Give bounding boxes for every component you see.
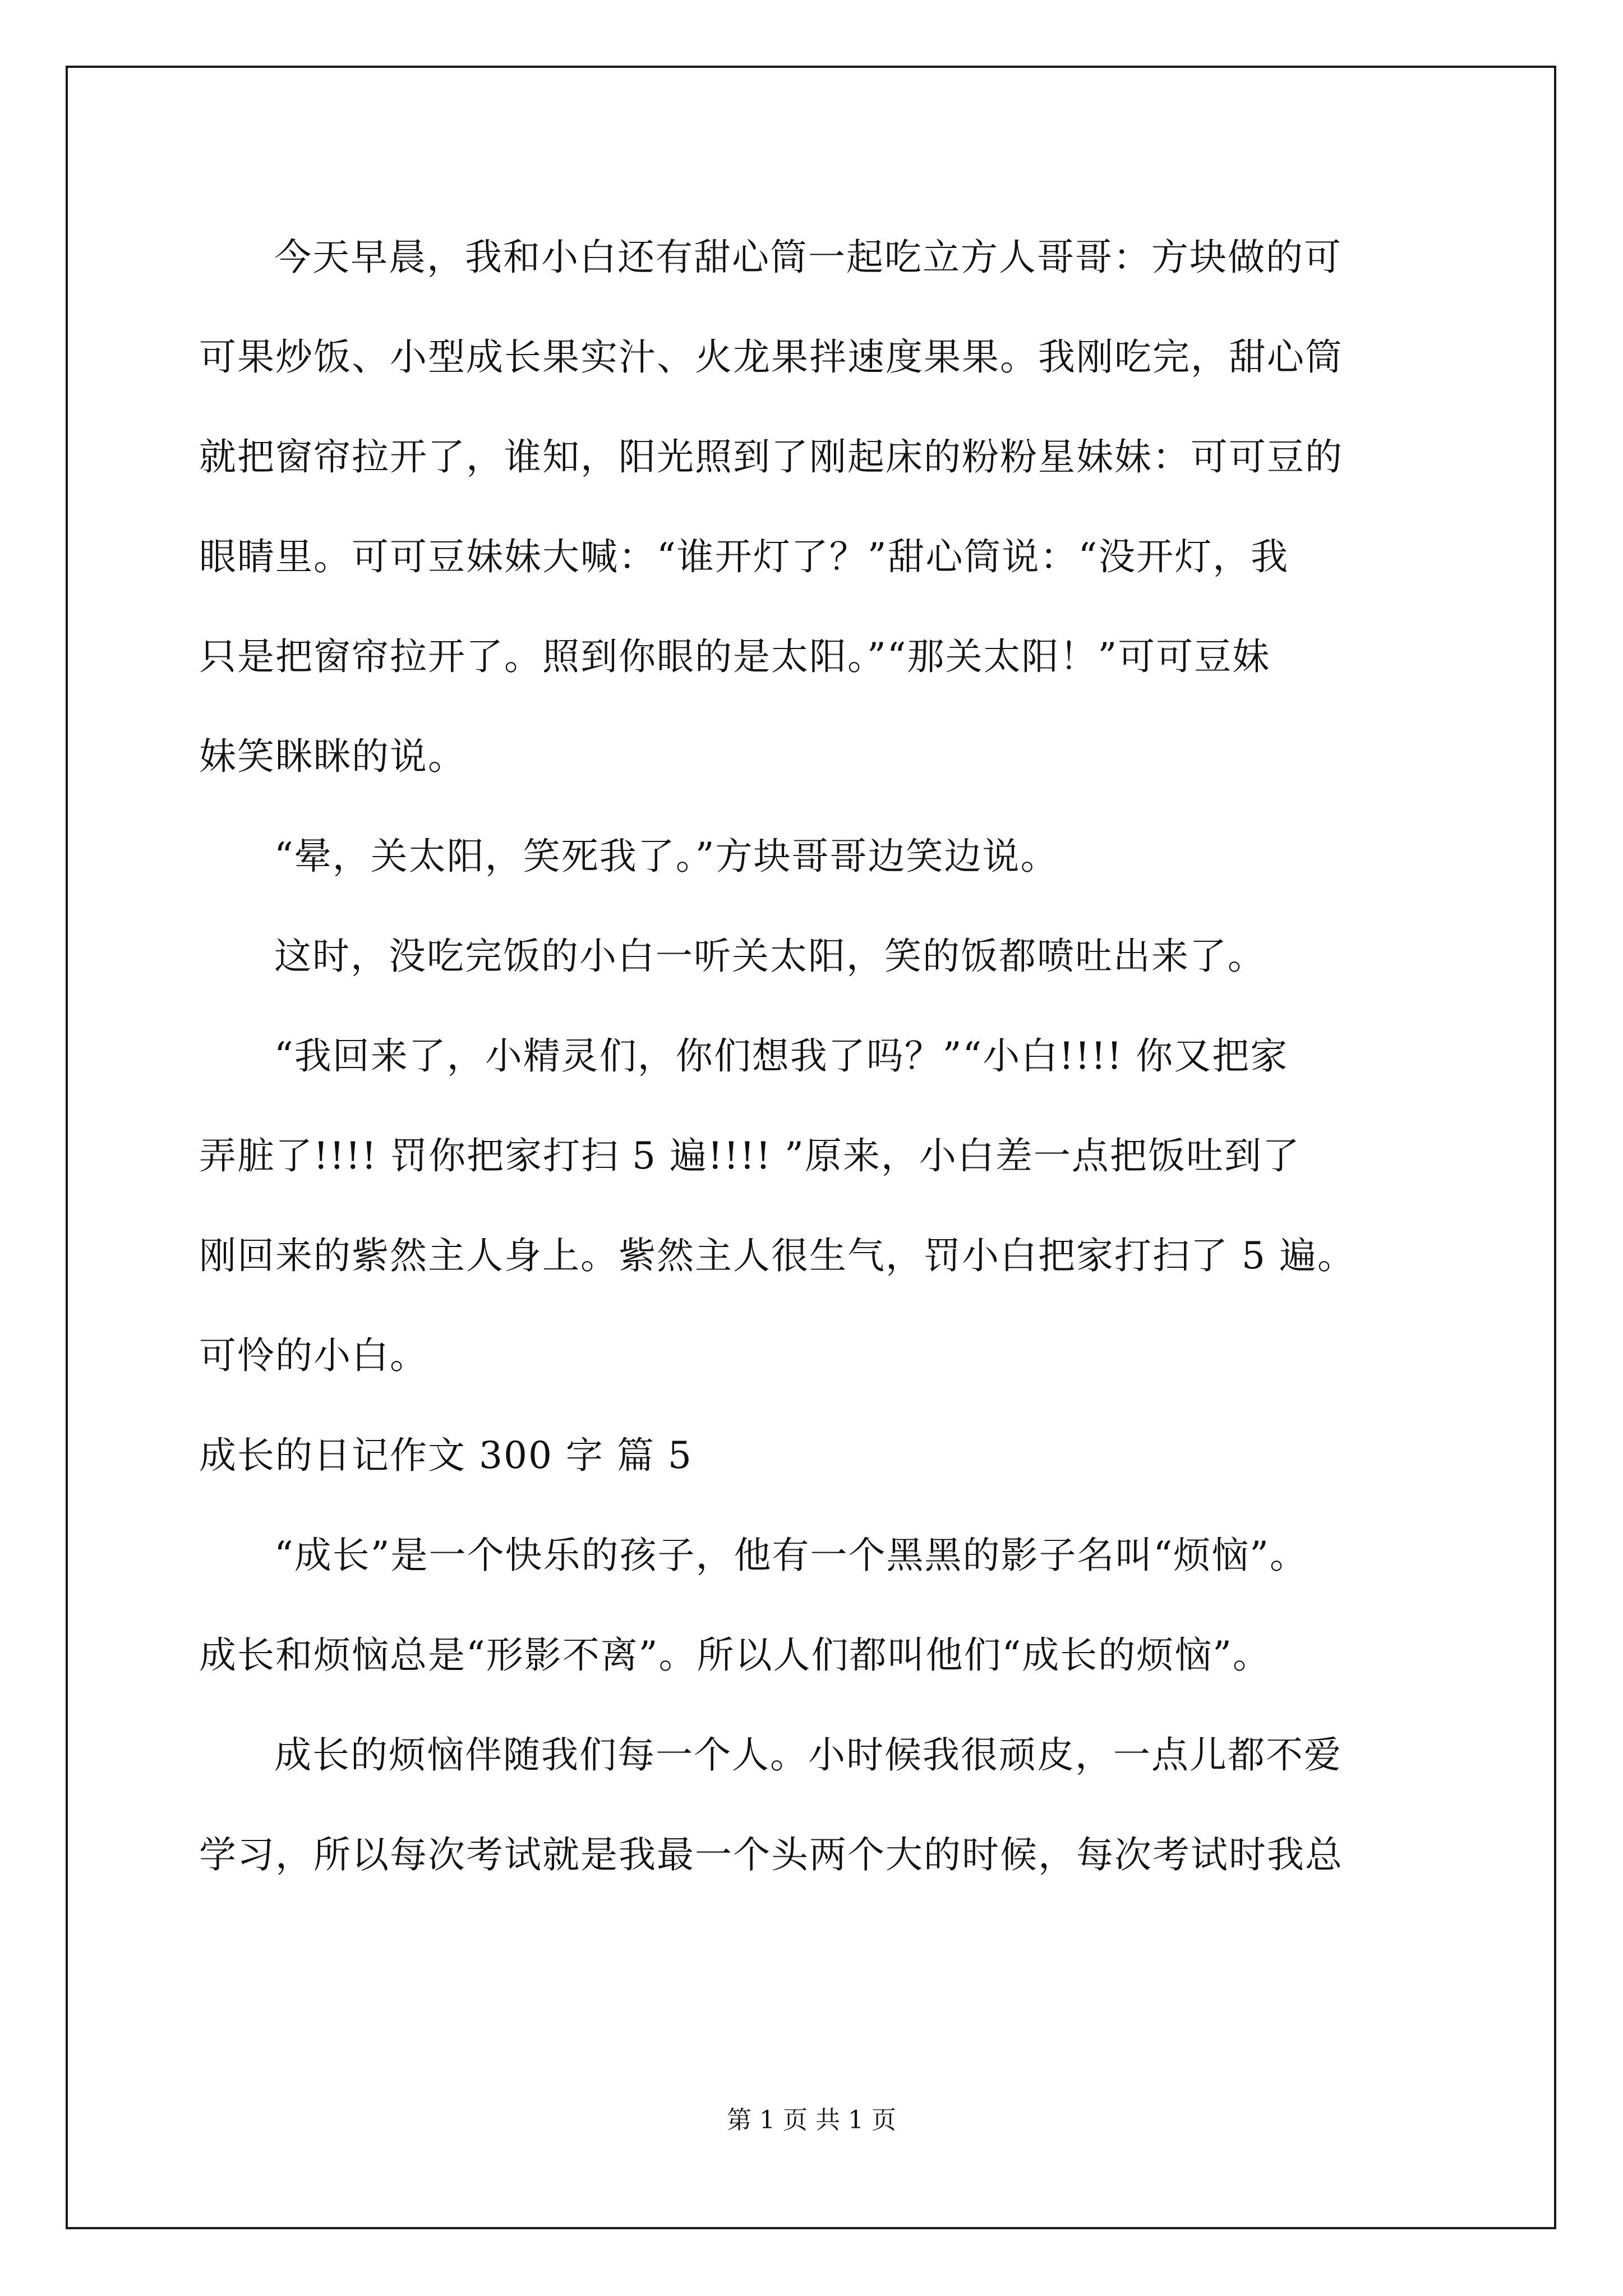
text-line: 可果炒饭、小型成长果实汁、火龙果拌速度果果。我刚吃完，甜心筒 bbox=[199, 335, 1343, 379]
text-line: 刚回来的紫然主人身上。紫然主人很生气，罚小白把家打扫了 5 遍。 bbox=[199, 1234, 1355, 1277]
text-line: 成长和烦恼总是“形影不离”。所以人们都叫他们“成长的烦恼”。 bbox=[199, 1634, 1271, 1677]
text-line: 今天早晨，我和小白还有甜心筒一起吃立方人哥哥：方块做的可 bbox=[274, 236, 1342, 279]
document-body bbox=[199, 208, 1430, 1905]
text-line: 弄脏了!!!! 罚你把家打扫 5 遍!!!! ”原来，小白差一点把饭吐到了 bbox=[199, 1134, 1301, 1177]
text-line: 学习，所以每次考试就是我最一个头两个大的时候，每次考试时我总 bbox=[199, 1833, 1343, 1876]
page-footer bbox=[0, 2104, 1623, 2137]
page-number: 第 1 页 共 1 页 bbox=[727, 2106, 896, 2134]
paragraph bbox=[199, 208, 1430, 807]
text-line: “成长”是一个快乐的孩子，他有一个黑黑的影子名叫“烦恼”。 bbox=[274, 1534, 1308, 1577]
paragraph bbox=[199, 1506, 1430, 1705]
paragraph bbox=[199, 1705, 1430, 1905]
text-line: 只是把窗帘拉开了。照到你眼的是太阳。”“那关太阳！”可可豆妹 bbox=[199, 635, 1271, 678]
paragraph bbox=[199, 907, 1430, 1006]
text-line: 可怜的小白。 bbox=[199, 1334, 428, 1377]
text-line: 就把窗帘拉开了，谁知，阳光照到了刚起床的粉粉星妹妹：可可豆的 bbox=[199, 435, 1343, 478]
section-heading bbox=[199, 1406, 1430, 1506]
text-line: “我回来了，小精灵们，你们想我了吗？”“小白!!!! 你又把家 bbox=[274, 1034, 1289, 1078]
paragraph bbox=[199, 807, 1430, 907]
paragraph bbox=[199, 1006, 1430, 1406]
text-line: 眼睛里。可可豆妹妹大喊：“谁开灯了？”甜心筒说：“没开灯，我 bbox=[199, 535, 1289, 578]
text-line: 成长的烦恼伴随我们每一个人。小时候我很顽皮，一点儿都不爱 bbox=[274, 1733, 1342, 1777]
heading-text: 成长的日记作文 300 字 篇 5 bbox=[199, 1434, 693, 1477]
text-line: “晕，关太阳，笑死我了。”方块哥哥边笑边说。 bbox=[274, 835, 1059, 878]
text-line: 妹笑眯眯的说。 bbox=[199, 735, 466, 778]
text-line: 这时，没吃完饭的小白一听关太阳，笑的饭都喷吐出来了。 bbox=[274, 935, 1266, 978]
